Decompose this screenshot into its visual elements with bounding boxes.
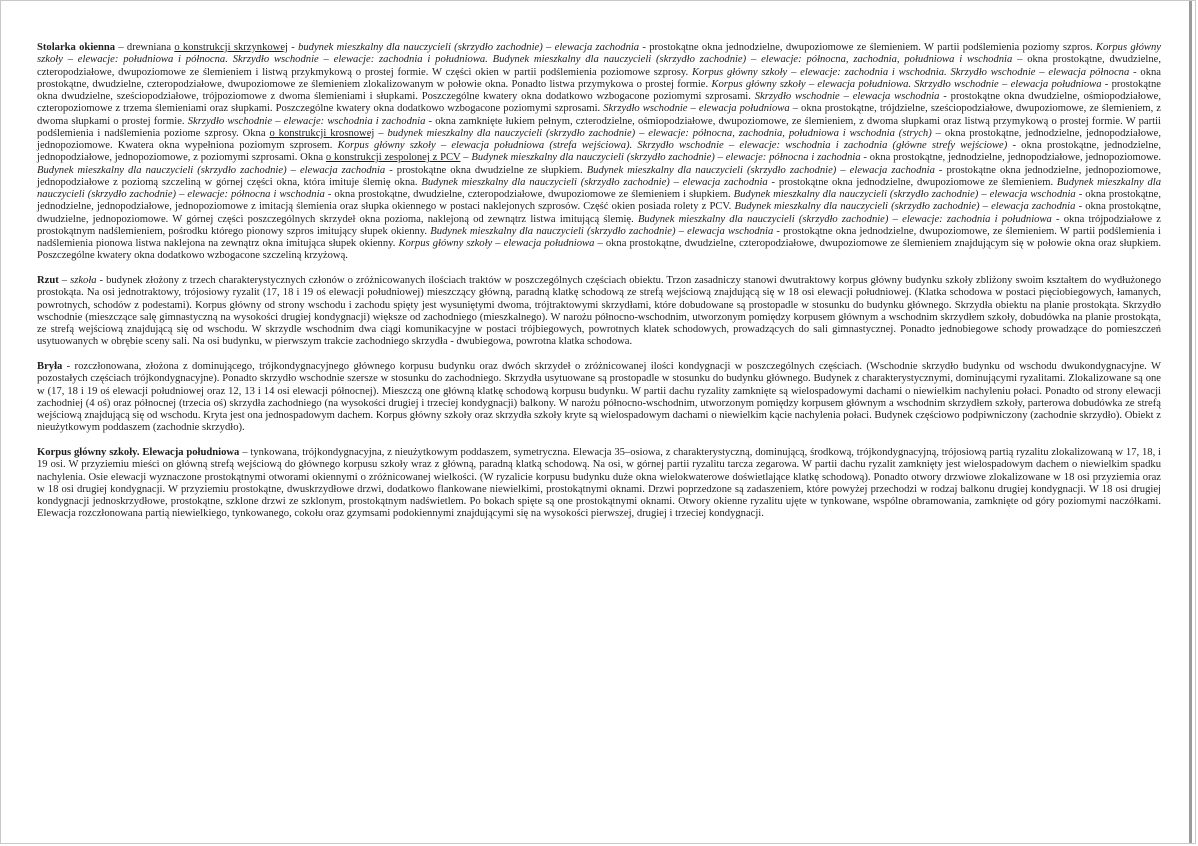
italic-location: Budynek mieszkalny dla nauczycieli (skrzydło zachodnie) – elewacja zachodnia: [586, 164, 935, 176]
section-heading: Rzut: [37, 275, 59, 286]
text-run: - okna trójpodziałowe z prostokątnym nadślemieniem, pośrodku którego pionowy szpros imitujący słupek okienny.: [37, 213, 1161, 237]
section-heading: Bryła: [37, 361, 63, 372]
italic-location: Budynek mieszkalny dla nauczycieli (skrzydło zachodnie) – elewacja wschodnia: [430, 225, 774, 237]
italic-location: Budynek mieszkalny dla nauczycieli (skrzydło zachodnie) – elewacja zachodnia: [421, 176, 768, 188]
text-run: - prostokątne okna jednodzielne, dwupoziomowe, ze ślemieniem. W partii podślemienia i nadślemienia pionowa listwa naklejona na zewnątrz okna imitująca słupek okienny.: [37, 225, 1161, 249]
text-run: - prostokątne okna dwudzielne, ośmiopodziałowe, czteropoziomowe z trzema ślemieniami oraz słupkami. Poszczególne kwatery okna dodatkowo wzbogacone poziomymi szprosami.: [37, 91, 1161, 115]
italic-location: Budynek mieszkalny dla nauczycieli (skrzydło zachodnie) – elewacje: północna i wschodnia: [37, 176, 1161, 200]
text-run: - okna prostokątne, jednodzielne, jednopodziałowe, jednopoziomowe, z poziomymi szprosami. Okna: [37, 140, 1161, 164]
italic-location: budynek mieszkalny dla nauczycieli (skrzydło zachodnie) – elewacje: północna, zachodnia, południowa i wschodnia (strych): [387, 127, 932, 139]
paragraph-rzut: [37, 275, 1161, 349]
text-run: –: [460, 152, 472, 164]
underlined-term: o konstrukcji krosnowej: [269, 127, 375, 139]
italic-location: Skrzydło wschodnie – elewacje: wschodnia i zachodnia: [187, 115, 426, 127]
italic-location: szkoła: [70, 275, 97, 286]
text-run: - budynek złożony z trzech charakterystycznych członów o zróżnicowanych ilościach traktów w poszczególnych częściach obiektu. Trzon zasadniczy stanowi dwutraktowy korpus główny budynku szkoły zbliżony swoim kształtem do wydłużonego prostokąta. Na osi jednotraktowy, trójosiowy ryzalit (17, 18 i 19 oś elewacji południowej) mieszczący główną, paradną klatkę schodową ze strefą wejściową znajdującą się w 18 osi elewacji południowej. (Klatka schodowa w postaci pięciobiegowych, łamanych, powrotnych, schodów z podestami). Korpus główny od strony wschodu i zachodu spięty jest wysuniętymi dwoma, trójtraktowymi skrzydłami, które dobudowane są prostopadle w stosunku do budynku głównego. Skrzydła obiektu na planie prostokąta. Skrzydło wschodnie (mieszczące salę gimnastyczną na wysokości drugiej kondygnacji) większe od zachodniego (mieszkalnego). W narożu północno-wschodnim, utworzonym pomiędzy korpusem głównym a wschodnim skrzydłem szkoły, dobudówka na planie prostokąta, ze strefą wejściową znajdującą się od wschodu. W skrzydle wschodnim dwa ciągi komunikacyjne w postaci trójbiegowych, powrotnych klatek schodowych, prowadzących do sali gimnastycznej. Ponadto jednobiegowe schody prowadzące do pomieszczeń usytuowanych w obrębie sceny sali. Na osi budynku, w pierwszym trakcie zachodniego skrzydła - dwubiegowa, powrotna klatka schodowa.: [37, 275, 1161, 348]
text-run: - prostokątne okna jednodzielne, dwupoziomowe ze ślemieniem. W partii podślemienia poziomy szpros.: [639, 42, 1096, 53]
text-run: –: [374, 127, 388, 139]
text-run: – tynkowana, trójkondygnacyjna, z nieużytkowym poddaszem, symetryczna. Elewacja 35–osiowa, z charakterystyczną, dominującą, środkową, trójkondygnacyjną, trójosiową partią ryzalitu zlokalizowaną w 17, 18, i 19 osi. W przyziemiu mieści on główną strefą wejściową do głównego korpusu szkoły wraz z główną, paradną klatką schodową. Na osi, w górnej partii ryzalitu tarcza zegarowa. W partii dachu ryzalit zamknięty jest wielospadowym dachem o niewielkim spadku nachylenia. Osie elewacji wyznaczone prostokątnymi otworami okiennymi o zróżnicowanej wielkości. (W ryzalicie korpusu budynku duże okna wielokwaterowe doświetlające klatkę schodową). Ponadto otwory drzwiowe zlokalizowane w 18 osi przyziemia oraz w 18 osi drugiej kondygnacji. W przyziemiu prostokątne, dwuskrzydłowe drzwi, dodatkowo flankowane niewielkimi, prostokątnymi oknami. Drzwi poprzedzone są zadaszeniem, które powyżej przechodzi w rodzaj balkonu drugiej kondygnacji. W 18 osi drugiej kondygnacji jednoskrzydłowe, prostokątne, szklone drzwi ze szklonym, prostokątnym nadświetlem. Po bokach spięte są one prostokątnymi oknami. Otwory okienne ryzalitu ujęte w tynkowane, wspólne obramowania, zamknięte od góry poziomymi naczółkami. Elewacja rozczłonowana partią niewielkiego, tynkowanego, cokołu oraz gzymsami podokiennymi znajdującymi się na wysokości pierwszej, drugiej i trzeciej kondygnacji.: [37, 447, 1161, 520]
italic-location: Budynek mieszkalny dla nauczycieli (skrzydło zachodnie) – elewacje: północna i zachodnia: [471, 152, 861, 164]
text-run: – okna prostokątne, trójdzielne, sześciopodziałowe, dwupoziomowe, ze ślemieniem, z dwoma słupkami o prostej formie.: [37, 103, 1162, 127]
text-run: - prostokątne okna jednodzielne, jednopoziomowe, jednopodziałowe z poziomą szczeliną w górnej części okna, która imituje ślemię okna.: [37, 164, 1161, 188]
italic-location: Korpus główny szkoły – elewacje: zachodnia i wschodnia. Skrzydło wschodnie – elewacja północna: [691, 66, 1130, 78]
text-run: – okna prostokątne, dwudzielne, czteropodziałowe, dwupoziomowe ze ślemieniem i listwą przykmykową o prostej formie. W części okien w partii podślemienia poziomowe szprosy.: [37, 54, 1161, 78]
italic-location: Korpus główny szkoły – elewacja południowa: [398, 238, 595, 249]
italic-location: Korpus główny szkoły – elewacja południowa. Skrzydło wschodnie – elewacja południowa: [711, 78, 1102, 90]
italic-location: Skrzydło wschodnie – elewacja wschodnia: [754, 91, 940, 102]
italic-location: Skrzydło wschodnie – elewacja południowa: [603, 103, 790, 115]
underlined-term: o konstrukcji zespolonej z PCV: [325, 152, 461, 164]
text-run: - okna prostokątne, dwudzielne, czteropodziałowe, dwupoziomowe ze ślemieniem zlokalizowanym w połowie okna. Ponadto listwa przymykowa o prostej formie.: [37, 66, 1162, 90]
italic-location: Budynek mieszkalny dla nauczycieli (skrzydło zachodnie) – elewacja zachodnia: [734, 201, 1076, 213]
paragraph-stolarka-okienna: [37, 42, 1161, 263]
text-run: –: [58, 275, 71, 286]
text-run: - okna prostokątne, dwudzielne, czteropodziałowe, dwupoziomowe ze ślemieniem i słupkiem.: [324, 189, 734, 200]
text-run: -: [287, 42, 299, 53]
text-run: – okna prostokątne, jednodzielne, jednopodziałowe, jednopoziomowe. Kwatera okna wypełniona poziomym szprosem.: [37, 127, 1161, 151]
italic-location: Budynek mieszkalny dla nauczycieli (skrzydło zachodnie) – elewacje: zachodnia i południowa: [637, 213, 1052, 225]
paragraph-korpus-glowny-elewacja-poludniowa: [37, 447, 1161, 521]
italic-location: Budynek mieszkalny dla nauczycieli (skrzydło zachodnie) – elewacja zachodnia: [37, 164, 386, 176]
italic-location: budynek mieszkalny dla nauczycieli (skrzydło zachodnie) – elewacja zachodnia: [298, 42, 640, 53]
scan-edge-shadow: [1189, 1, 1192, 843]
text-run: - okna prostokątne, jednodzielne, jednopodziałowe, jednopoziomowe.: [860, 152, 1161, 164]
text-run: – drewniana: [115, 42, 175, 53]
italic-location: Budynek mieszkalny dla nauczycieli (skrzydło zachodnie) – elewacja wschodnia: [733, 189, 1076, 200]
text-run: - rozczłonowana, złożona z dominującego, trójkondygnacyjnego głównego korpusu budynku oraz dwóch skrzydeł o zróżnicowanej ilości kondygnacji w poszczególnych częściach. (Wschodnie skrzydło budynku od wschodu dwukondygnacyjne. W pozostałych częściach trójkondygnacyjne). Ponadto skrzydło wschodnie szersze w stosunku do zachodniego. Skrzydła usytuowane są prostopadle w stosunku do budynku głównego. Budynek z charakterystycznymi, dominującymi ryzalitami. Zlokalizowane są one w (17, 18 i 19 oś elewacji południowej oraz 12, 13 i 14 osi elewacji północnej). Mieszczą one główną klatkę schodową korpusu budynku. W partii dachu ryzality zamknięte są wielospadowymi dachami o niewielkim nachyleniu połaci. Ponadto od strony elewacji zachodniej (4 oś) oraz północnej (trzecia oś) skrzydła zachodniego (na wysokości drugiej i trzeciej kondygnacji) balkony. W narożu północno-wschodnim, utworzonym pomiędzy korpusem głównym a wschodnim skrzydłem szkoły, parterowa dobudówka ze strefą wejściową znajdującą się od wschodu. Kryta jest ona jednospadowym dachem. Korpus główny szkoły oraz skrzydła szkoły kryte są wielospadowym dachami o niewielkim kącie nachylenia połaci. Budynek częściowo podpiwniczony (zachodnie skrzydło). Obiekt z nieużytkowym poddaszem (zachodnie skrzydło).: [37, 361, 1161, 434]
text-run: - okna prostokątne, jednodzielne, jednopodziałowe, jednopoziomowe z imitacją ślemienia oraz słupka okiennego w postaci naklejonych szprosów. Część okien posiada rolety z PCV.: [37, 189, 1161, 213]
section-heading: Stolarka okienna: [37, 42, 116, 53]
text-run: - prostokątne okna dwudzielne ze słupkiem.: [385, 164, 587, 176]
text-run: - okna prostokątne, dwudzielne, jednopoziomowe. W górnej części poszczególnych skrzydeł okna pozioma, naklejoną od zewnątrz listwa imitującą ślemię.: [37, 201, 1162, 225]
text-run: - prostokątne okna dwudzielne, sześciopodziałowe, trójpoziomowe z dwoma ślemieniami i słupkami. Poszczególne kwatery okna dodatkowo wzbogacone poziomymi szprosami.: [37, 78, 1161, 102]
text-run: - prostokątne okna jednodzielne, dwupoziomowe ze ślemieniem.: [767, 176, 1057, 188]
italic-location: Korpus główny szkoły – elewacja południowa (strefa wejściowa). Skrzydło wschodnie – elewacje: wschodnia i zachodnia (główne strefy wejściowe): [337, 140, 1008, 151]
underlined-term: o konstrukcji skrzynkowej: [174, 42, 288, 53]
text-run: – okna prostokątne, dwudzielne, czteropodziałowe, dwupoziomowe ze ślemieniem znajdującym się w połowie okna oraz słupkiem. Poszczególne kwatery okna dodatkowo wzbogacone szczeliną krzyżową.: [37, 238, 1161, 262]
italic-location: Korpus główny szkoły – elewacje: południowa i północna. Skrzydło wschodnie – elewacje: zachodnia i południowa. Budynek mieszkalny dla nauczycieli (skrzydło zachodnie) – elewacje: północna, zachodnia, południowa i wschodnia: [37, 42, 1161, 66]
document-body: [37, 42, 1161, 533]
paragraph-bryla: [37, 361, 1161, 435]
text-run: - okna zamknięte łukiem pełnym, czterodzielne, ośmiopodziałowe, dwupoziomowe, ze ślemieniem, z dwoma słupkami oraz listwą przymykową o prostej formie. W partii podślemienia i nadślemienia poziome szprosy. Okna: [37, 115, 1161, 139]
section-heading: Korpus główny szkoły. Elewacja południowa: [37, 447, 240, 458]
